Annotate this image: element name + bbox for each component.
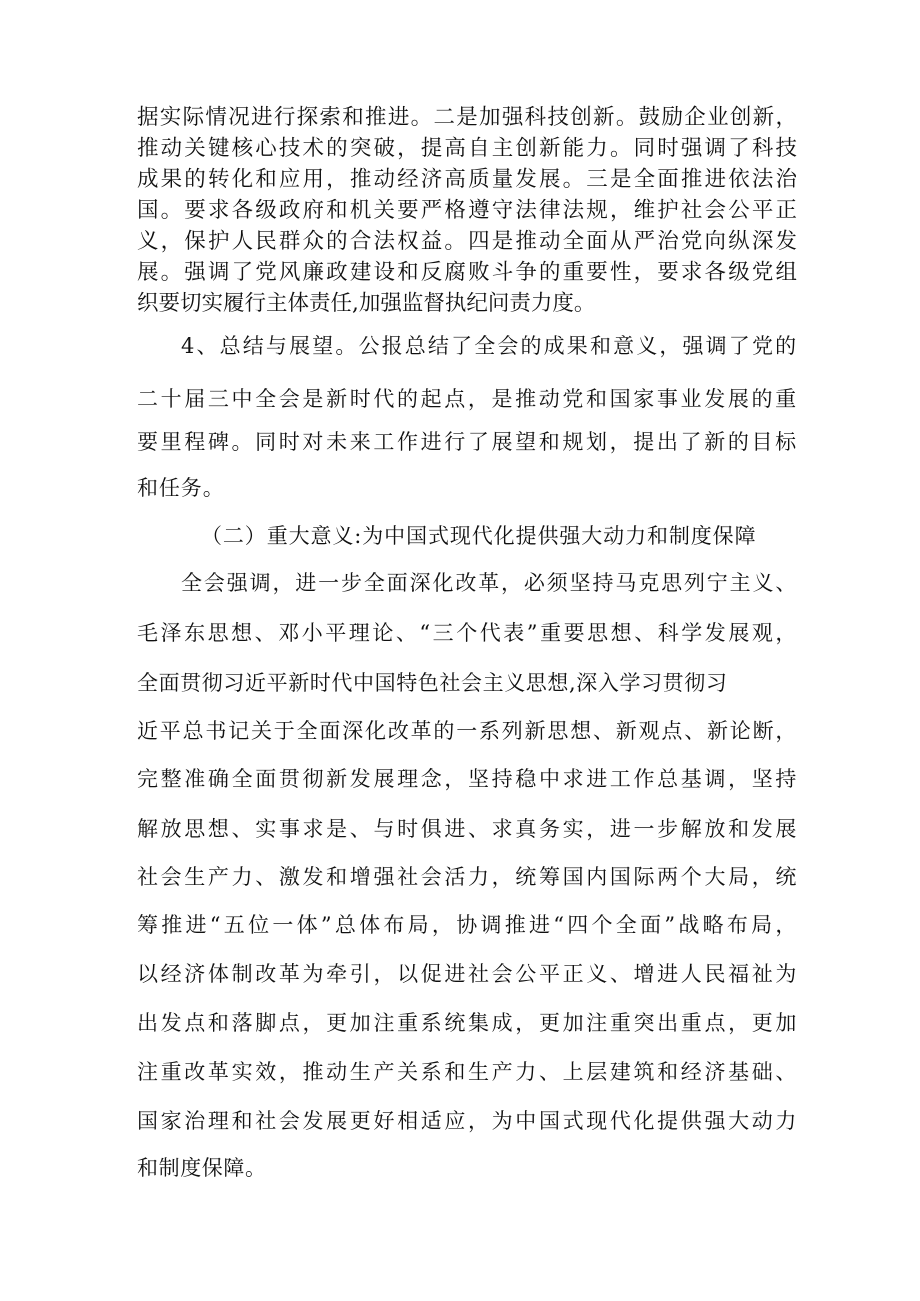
text-line: 社会生产力、激发和增强社会活力，统筹国内国际两个大局，统: [137, 865, 797, 889]
text-line: 毛泽东思想、邓小平理论、“三个代表”重要思想、科学发展观，: [137, 621, 797, 645]
text-line: 二十届三中全会是新时代的起点，是推动党和国家事业发展的重: [137, 387, 797, 411]
text-line: 筹推进“五位一体”总体布局，协调推进“四个全面”战略布局，: [137, 913, 797, 937]
text-line: 和任务。: [137, 476, 225, 500]
text-line: 4、总结与展望。公报总结了全会的成果和意义，强调了党的: [181, 334, 797, 358]
text-line: 和制度保障。: [137, 1156, 267, 1180]
text-line: 全会强调，进一步全面深化改革，必须坚持马克思列宁主义、: [181, 571, 797, 595]
text-line: 义，保护人民群众的合法权益。四是推动全面从严治党向纵深发: [137, 229, 797, 254]
text-line: 国。要求各级政府和机关要严格遵守法律法规，维护社会公平正: [137, 198, 797, 223]
text-line: 出发点和落脚点，更加注重系统集成，更加注重突出重点，更加: [137, 1011, 797, 1035]
text-line: 以经济体制改革为牵引，以促进社会公平正义、增进人民福祉为: [137, 962, 797, 986]
text-line: 解放思想、实事求是、与时俱进、求真务实，进一步解放和发展: [137, 817, 797, 841]
text-line: 注重改革实效，推动生产关系和生产力、上层建筑和经济基础、: [137, 1060, 797, 1084]
text-line: 织要切实履行主体责任,加强监督执纪问责力度。: [137, 291, 596, 316]
text-line: 全面贯彻习近平新时代中国特色社会主义思想,深入学习贯彻习: [137, 671, 728, 695]
text-line: 成果的转化和应用，推动经济高质量发展。三是全面推进依法治: [137, 167, 797, 192]
text-line: 展。强调了党风廉政建设和反腐败斗争的重要性，要求各级党组: [137, 260, 797, 285]
text-line: 据实际情况进行探索和推进。二是加强科技创新。鼓励企业创新，: [137, 105, 797, 130]
heading-text: （二）重大意义:为中国式现代化提供强大动力和制度保障: [201, 524, 757, 548]
text-line: 完整准确全面贯彻新发展理念，坚持稳中求进工作总基调，坚持: [137, 767, 797, 791]
text-line: 要里程碑。同时对未来工作进行了展望和规划，提出了新的目标: [137, 430, 797, 454]
text-line: 推动关键核心技术的突破，提高自主创新能力。同时强调了科技: [137, 136, 797, 161]
text-line: 国家治理和社会发展更好相适应，为中国式现代化提供强大动力: [137, 1109, 797, 1133]
text-line: 近平总书记关于全面深化改革的一系列新思想、新观点、新论断，: [137, 719, 797, 743]
